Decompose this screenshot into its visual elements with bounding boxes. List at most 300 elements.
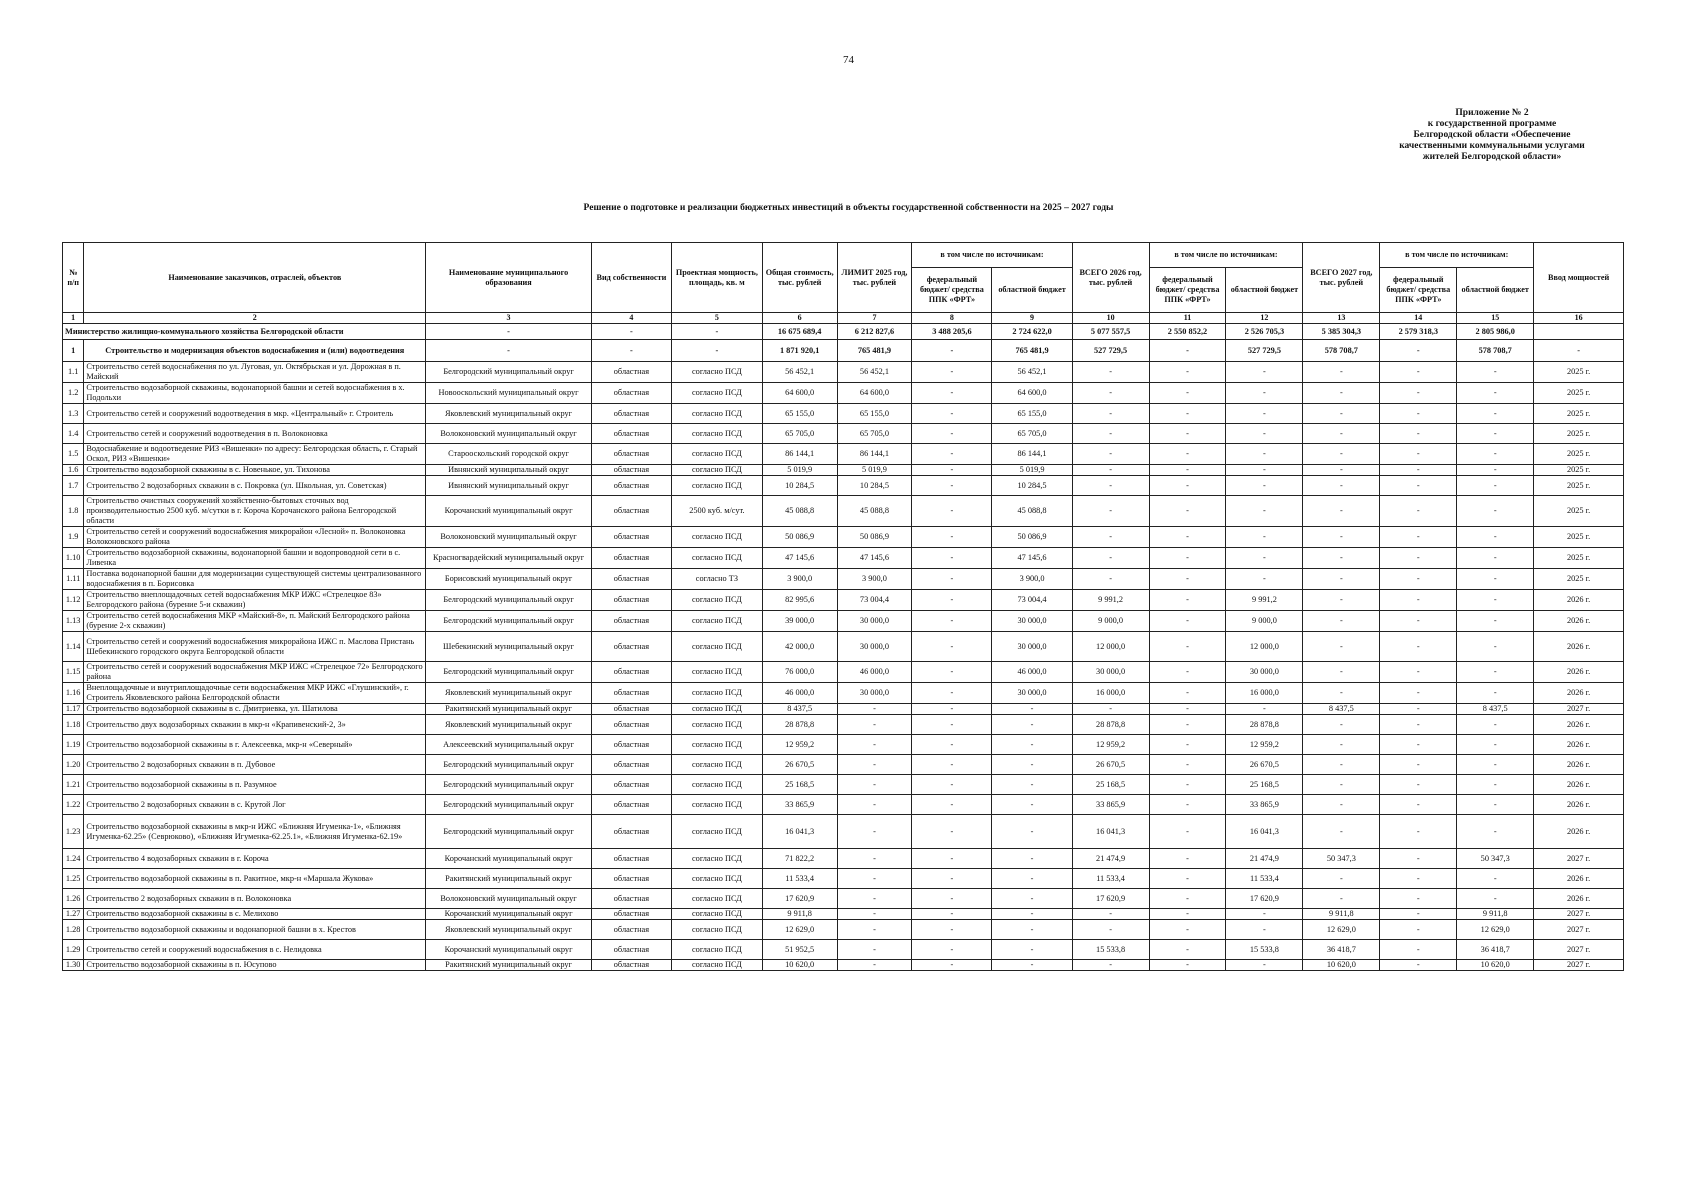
total-cost: 12 629,0 [762,920,837,940]
capacity: согласно ПСД [671,662,762,683]
object-name: Строительство водозаборной скважины, водонапорной башни и сетей водоснабжения в х. Подольхи [84,383,426,404]
federal-2026: - [1149,632,1226,662]
total-2026: 11 533,4 [1072,869,1149,889]
limit-2025: 64 600,0 [837,383,912,404]
regional-2027: - [1457,444,1534,465]
limit-2025: - [837,704,912,715]
municipality: Волоконовский муниципальный округ [426,527,592,548]
capacity: согласно ПСД [671,849,762,869]
total-2026: 26 670,5 [1072,755,1149,775]
federal-2026: - [1149,889,1226,909]
object-name: Строительство водозаборной скважины в п. Ракитное, мкр-н «Маршала Жукова» [84,869,426,889]
column-number: 2 [84,313,426,324]
cell: 2 550 852,2 [1149,324,1226,340]
cell: - [426,324,592,340]
cell: - [591,340,671,362]
column-number: 11 [1149,313,1226,324]
limit-2025: - [837,889,912,909]
total-2026: - [1072,909,1149,920]
federal-2026: - [1149,920,1226,940]
municipality: Ракитянский муниципальный округ [426,960,592,971]
total-cost: 47 145,6 [762,548,837,569]
federal-2027: - [1380,476,1457,496]
commissioning-year: 2025 г. [1534,527,1624,548]
total-cost: 12 959,2 [762,735,837,755]
object-name: Строительство водозаборной скважины в г. Алексеевка, мкр-н «Северный» [84,735,426,755]
total-cost: 11 533,4 [762,869,837,889]
total-2026: 17 620,9 [1072,889,1149,909]
table-row [63,465,1624,476]
table-row [63,590,1624,611]
federal-2027: - [1380,424,1457,444]
federal-2025: - [912,527,992,548]
commissioning-year: 2026 г. [1534,815,1624,849]
ownership: областная [591,476,671,496]
federal-2026: - [1149,735,1226,755]
regional-2027: - [1457,632,1534,662]
cell: - [912,340,992,362]
federal-2026: - [1149,795,1226,815]
capacity: согласно ПСД [671,383,762,404]
row-num: 1.3 [63,404,84,424]
regional-2025: - [992,795,1072,815]
regional-2026: - [1226,704,1303,715]
federal-2026: - [1149,704,1226,715]
regional-2025: 65 705,0 [992,424,1072,444]
total-2026: - [1072,960,1149,971]
federal-2025: - [912,632,992,662]
total-2026: 28 878,8 [1072,715,1149,735]
federal-2027: - [1380,548,1457,569]
regional-2026: 9 000,0 [1226,611,1303,632]
capacity: согласно ПСД [671,424,762,444]
federal-2027: - [1380,590,1457,611]
commissioning-year: 2025 г. [1534,362,1624,383]
regional-2027: - [1457,424,1534,444]
total-2027: - [1303,590,1380,611]
cell: 2 724 622,0 [992,324,1072,340]
capacity: согласно ПСД [671,611,762,632]
regional-2026: 25 168,5 [1226,775,1303,795]
row-num: 1.22 [63,795,84,815]
object-name: Строительство сетей водоснабжения МКР «Майский-8», п. Майский Белгородского района (бурение 2-х скважин) [84,611,426,632]
municipality: Шебекинский муниципальный округ [426,632,592,662]
section-name: Строительство и модернизация объектов водоснабжения и (или) водоотведения [84,340,426,362]
federal-2026: - [1149,715,1226,735]
column-number: 7 [837,313,912,324]
row-num: 1.20 [63,755,84,775]
total-cost: 46 000,0 [762,683,837,704]
ownership: областная [591,548,671,569]
regional-2027: 50 347,3 [1457,849,1534,869]
commissioning-year: 2026 г. [1534,869,1624,889]
limit-2025: 30 000,0 [837,683,912,704]
regional-2025: - [992,715,1072,735]
regional-2027: - [1457,715,1534,735]
federal-2026: - [1149,869,1226,889]
header-ownership: Вид собственности [591,243,671,313]
regional-2025: 64 600,0 [992,383,1072,404]
table-row [63,795,1624,815]
table-row [63,548,1624,569]
municipality: Алексеевский муниципальный округ [426,735,592,755]
object-name: Строительство 4 водозаборных скважин в г. Короча [84,849,426,869]
total-cost: 25 168,5 [762,775,837,795]
total-2026: 25 168,5 [1072,775,1149,795]
total-2027: - [1303,476,1380,496]
total-2027: - [1303,362,1380,383]
regional-2026: - [1226,909,1303,920]
total-2026: - [1072,444,1149,465]
regional-2025: 45 088,8 [992,496,1072,527]
commissioning-year: 2027 г. [1534,920,1624,940]
federal-2025: - [912,735,992,755]
limit-2025: 30 000,0 [837,611,912,632]
row-num: 1.27 [63,909,84,920]
limit-2025: - [837,795,912,815]
table-row [63,960,1624,971]
municipality: Корочанский муниципальный округ [426,496,592,527]
municipality: Белгородский муниципальный округ [426,662,592,683]
regional-2027: - [1457,590,1534,611]
regional-2026: 15 533,8 [1226,940,1303,960]
table-row [63,755,1624,775]
row-num: 1.24 [63,849,84,869]
municipality: Ивнянский муниципальный округ [426,465,592,476]
capacity: согласно ПСД [671,683,762,704]
table-row [63,735,1624,755]
total-2026: - [1072,404,1149,424]
limit-2025: - [837,920,912,940]
regional-2027: - [1457,362,1534,383]
regional-2026: 21 474,9 [1226,849,1303,869]
appendix-line: жителей Белгородской области» [1422,152,1562,162]
header-regional: областной бюджет [1226,268,1303,313]
federal-2026: - [1149,383,1226,404]
capacity: 2500 куб. м/сут. [671,496,762,527]
cell [1534,324,1624,340]
header-total-2026: ВСЕГО 2026 год, тыс. рублей [1072,243,1149,313]
table-row [63,362,1624,383]
regional-2026: - [1226,920,1303,940]
federal-2025: - [912,715,992,735]
total-cost: 64 600,0 [762,383,837,404]
commissioning-year: 2025 г. [1534,465,1624,476]
total-cost: 76 000,0 [762,662,837,683]
regional-2025: - [992,909,1072,920]
commissioning-year: 2027 г. [1534,960,1624,971]
federal-2025: - [912,869,992,889]
federal-2025: - [912,960,992,971]
regional-2025: 46 000,0 [992,662,1072,683]
federal-2027: - [1380,496,1457,527]
municipality: Корочанский муниципальный округ [426,849,592,869]
column-number: 4 [591,313,671,324]
federal-2026: - [1149,527,1226,548]
federal-2025: - [912,683,992,704]
total-cost: 10 284,5 [762,476,837,496]
total-cost: 82 995,6 [762,590,837,611]
federal-2026: - [1149,775,1226,795]
header-sources-2025: в том числе по источникам: [912,243,1072,268]
table-row [63,611,1624,632]
federal-2026: - [1149,465,1226,476]
cell: 6 212 827,6 [837,324,912,340]
municipality: Корочанский муниципальный округ [426,909,592,920]
federal-2025: - [912,889,992,909]
federal-2025: - [912,548,992,569]
limit-2025: - [837,815,912,849]
total-cost: 3 900,0 [762,569,837,590]
capacity: согласно ПСД [671,444,762,465]
cell: 5 385 304,3 [1303,324,1380,340]
commissioning-year: 2027 г. [1534,940,1624,960]
appendix-line: качественными коммунальными услугами [1399,141,1585,151]
municipality: Яковлевский муниципальный округ [426,404,592,424]
commissioning-year: 2025 г. [1534,476,1624,496]
total-2027: 50 347,3 [1303,849,1380,869]
regional-2027: - [1457,476,1534,496]
regional-2026: - [1226,424,1303,444]
federal-2027: - [1380,715,1457,735]
regional-2026: 17 620,9 [1226,889,1303,909]
ownership: областная [591,404,671,424]
federal-2027: - [1380,683,1457,704]
federal-2025: - [912,775,992,795]
commissioning-year: 2026 г. [1534,735,1624,755]
federal-2025: - [912,496,992,527]
regional-2025: 30 000,0 [992,632,1072,662]
table-row [63,444,1624,465]
ministry-name: Министерство жилищно-коммунального хозяйства Белгородской области [63,324,426,340]
row-num: 1.17 [63,704,84,715]
federal-2025: - [912,590,992,611]
total-2026: - [1072,383,1149,404]
ownership: областная [591,383,671,404]
regional-2025: - [992,755,1072,775]
regional-2026: - [1226,548,1303,569]
table-row [63,775,1624,795]
regional-2027: - [1457,611,1534,632]
regional-2026: 33 865,9 [1226,795,1303,815]
regional-2025: - [992,960,1072,971]
limit-2025: 65 705,0 [837,424,912,444]
column-number: 5 [671,313,762,324]
regional-2025: 30 000,0 [992,683,1072,704]
row-num: 1.19 [63,735,84,755]
cell: - [671,324,762,340]
federal-2026: - [1149,404,1226,424]
column-number: 10 [1072,313,1149,324]
limit-2025: 47 145,6 [837,548,912,569]
municipality: Красногвардейский муниципальный округ [426,548,592,569]
regional-2025: - [992,869,1072,889]
capacity: согласно ТЗ [671,569,762,590]
total-2026: - [1072,704,1149,715]
capacity: согласно ПСД [671,632,762,662]
object-name: Строительство водозаборной скважины в с. Новенькое, ул. Тихонова [84,465,426,476]
object-name: Строительство сетей и сооружений водоснабжения в с. Нелидовка [84,940,426,960]
federal-2027: - [1380,404,1457,424]
limit-2025: 56 452,1 [837,362,912,383]
commissioning-year: 2025 г. [1534,404,1624,424]
cell: 578 708,7 [1303,340,1380,362]
row-num: 1.9 [63,527,84,548]
commissioning-year: 2026 г. [1534,632,1624,662]
limit-2025: - [837,940,912,960]
column-number: 8 [912,313,992,324]
cell: 578 708,7 [1457,340,1534,362]
row-num: 1.16 [63,683,84,704]
ownership: областная [591,569,671,590]
total-2027: - [1303,815,1380,849]
regional-2025: - [992,815,1072,849]
federal-2026: - [1149,662,1226,683]
capacity: согласно ПСД [671,590,762,611]
total-2027: 36 418,7 [1303,940,1380,960]
municipality: Волоконовский муниципальный округ [426,424,592,444]
appendix-line: Приложение № 2 [1455,108,1529,118]
regional-2025: - [992,940,1072,960]
table-row [63,424,1624,444]
ownership: областная [591,735,671,755]
ownership: областная [591,755,671,775]
commissioning-year: 2026 г. [1534,715,1624,735]
commissioning-year: 2025 г. [1534,444,1624,465]
regional-2026: - [1226,362,1303,383]
total-2026: 15 533,8 [1072,940,1149,960]
federal-2025: - [912,569,992,590]
column-number: 1 [63,313,84,324]
ownership: областная [591,920,671,940]
cell: 2 526 705,3 [1226,324,1303,340]
column-number: 3 [426,313,592,324]
regional-2027: - [1457,569,1534,590]
federal-2025: - [912,795,992,815]
capacity: согласно ПСД [671,704,762,715]
column-number: 14 [1380,313,1457,324]
object-name: Строительство водозаборной скважины в с. Дмитриевка, ул. Шатилова [84,704,426,715]
regional-2027: - [1457,775,1534,795]
table-row [63,476,1624,496]
ownership: областная [591,362,671,383]
total-2026: 12 959,2 [1072,735,1149,755]
regional-2027: - [1457,662,1534,683]
cell: - [1149,340,1226,362]
table-row [63,683,1624,704]
total-2026: 12 000,0 [1072,632,1149,662]
federal-2027: - [1380,444,1457,465]
regional-2026: - [1226,383,1303,404]
regional-2027: - [1457,735,1534,755]
regional-2027: 10 620,0 [1457,960,1534,971]
row-num: 1.8 [63,496,84,527]
capacity: согласно ПСД [671,527,762,548]
object-name: Строительство сетей и сооружений водоотведения в п. Волоконовка [84,424,426,444]
object-name: Строительство водозаборной скважины в п. Юсупово [84,960,426,971]
object-name: Внеплощадочные и внутриплощадочные сети водоснабжения МКР ИЖС «Глушинский», г. Строитель Яковлевского района Белгородской области [84,683,426,704]
federal-2026: - [1149,590,1226,611]
regional-2026: - [1226,527,1303,548]
total-cost: 33 865,9 [762,795,837,815]
regional-2027: - [1457,548,1534,569]
federal-2025: - [912,755,992,775]
federal-2027: - [1380,569,1457,590]
municipality: Корочанский муниципальный округ [426,940,592,960]
federal-2027: - [1380,909,1457,920]
regional-2026: - [1226,404,1303,424]
object-name: Строительство сетей водоснабжения по ул. Луговая, ул. Октябрьская и ул. Дорожная в п. Майский [84,362,426,383]
municipality: Ракитянский муниципальный округ [426,869,592,889]
object-name: Строительство водозаборной скважины в п. Разумное [84,775,426,795]
row-num: 1.23 [63,815,84,849]
federal-2027: - [1380,869,1457,889]
total-2027: - [1303,444,1380,465]
cell: - [1380,340,1457,362]
total-2027: - [1303,404,1380,424]
ownership: областная [591,704,671,715]
limit-2025: - [837,735,912,755]
header-regional: областной бюджет [1457,268,1534,313]
capacity: согласно ПСД [671,715,762,735]
regional-2025: 30 000,0 [992,611,1072,632]
municipality: Белгородский муниципальный округ [426,795,592,815]
commissioning-year: 2026 г. [1534,795,1624,815]
federal-2026: - [1149,940,1226,960]
municipality: Яковлевский муниципальный округ [426,920,592,940]
total-2027: - [1303,424,1380,444]
regional-2027: - [1457,815,1534,849]
capacity: согласно ПСД [671,795,762,815]
regional-2025: 73 004,4 [992,590,1072,611]
document-title: Решение о подготовке и реализации бюджетных инвестиций в объекты государственной собственности на 2025 – 2027 годы [583,203,1114,213]
section-row [63,340,1624,362]
table-row [63,715,1624,735]
total-cost: 28 878,8 [762,715,837,735]
capacity: согласно ПСД [671,465,762,476]
table-row [63,940,1624,960]
total-2026: - [1072,476,1149,496]
commissioning-year: 2025 г. [1534,383,1624,404]
total-2026: - [1072,465,1149,476]
row-num: 1.29 [63,940,84,960]
ownership: областная [591,444,671,465]
total-2027: - [1303,632,1380,662]
total-2027: - [1303,383,1380,404]
federal-2025: - [912,909,992,920]
row-num: 1.15 [63,662,84,683]
limit-2025: 73 004,4 [837,590,912,611]
object-name: Строительство водозаборной скважины, водонапорной башни и водопроводной сети в с. Ливенка [84,548,426,569]
federal-2025: - [912,920,992,940]
limit-2025: 5 019,9 [837,465,912,476]
cell: 16 675 689,4 [762,324,837,340]
total-2027: - [1303,869,1380,889]
limit-2025: 10 284,5 [837,476,912,496]
row-num: 1.10 [63,548,84,569]
row-num: 1.26 [63,889,84,909]
federal-2026: - [1149,496,1226,527]
federal-2025: - [912,704,992,715]
federal-2026: - [1149,755,1226,775]
object-name: Строительство сетей и сооружений водоотведения в мкр. «Центральный» г. Строитель [84,404,426,424]
federal-2026: - [1149,424,1226,444]
regional-2026: 30 000,0 [1226,662,1303,683]
regional-2027: 12 629,0 [1457,920,1534,940]
ownership: областная [591,909,671,920]
object-name: Строительство сетей и сооружений водоснабжения МКР ИЖС «Стрелецкое 72» Белгородского района [84,662,426,683]
federal-2025: - [912,424,992,444]
